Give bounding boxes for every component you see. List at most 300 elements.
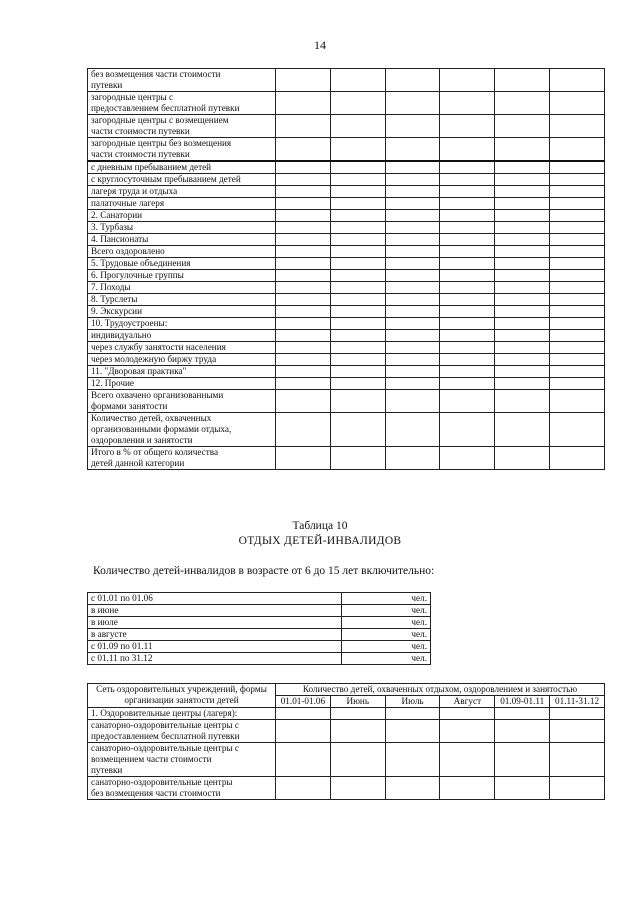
value-cell [276,318,331,330]
value-cell [330,186,385,198]
table-row [88,282,605,294]
value-cell [495,222,550,234]
row-label [88,378,276,390]
cell-line: 9. Экскурсии [91,306,142,316]
unit-label: чел. [342,653,431,665]
cell-line: без возмещения части стоимости [91,788,221,798]
value-cell [330,92,385,115]
cell-line: путевки [91,80,123,90]
value-cell [495,390,550,413]
value-cell [385,306,440,318]
table-10-title: ОТДЫХ ДЕТЕЙ-ИНВАЛИДОВ [238,535,402,547]
value-cell [330,743,385,777]
value-cell [440,390,495,413]
cell-line: индивидуально [91,330,152,340]
value-cell [550,318,605,330]
cell-line: путевки [91,765,123,775]
value-cell [550,708,605,720]
table-row [88,390,605,413]
table-row [88,174,605,186]
value-cell [550,294,605,306]
value-cell [440,222,495,234]
value-cell [276,246,331,258]
value-cell [330,282,385,294]
value-cell [330,270,385,282]
value-cell [385,174,440,186]
value-cell [276,198,331,210]
value-cell [495,186,550,198]
value-cell [385,282,440,294]
value-cell [330,222,385,234]
cell-line: через молодежную биржу труда [91,354,217,364]
table-header-row [88,684,605,696]
value-cell [550,342,605,354]
disabled-children-count-table [87,592,431,665]
row-label [88,294,276,306]
value-cell [330,447,385,470]
value-cell [276,378,331,390]
value-cell [495,92,550,115]
value-cell [276,92,331,115]
page-number: 14 [314,38,326,52]
value-cell [276,720,331,743]
row-label [88,186,276,198]
table-row [88,342,605,354]
value-cell [385,318,440,330]
cell-line: Всего охвачено организованными [91,390,224,400]
value-cell [550,234,605,246]
value-cell [495,447,550,470]
cell-line: 6. Прогулочные группы [91,270,184,280]
period-label: с 01.01 по 01.06 [88,593,342,605]
period-label: в июне [88,605,342,617]
table-row [88,318,605,330]
value-cell [276,282,331,294]
value-cell [495,161,550,174]
unit-label: чел. [342,593,431,605]
value-cell [330,342,385,354]
cell-line: организованными формами отдыха, [91,424,232,434]
value-cell [550,777,605,800]
cell-line: предоставлением бесплатной путевки [91,103,240,113]
table-row [88,222,605,234]
value-cell [330,210,385,222]
cell-line: санаторно-оздоровительные центры с [91,720,239,730]
row-label [88,161,276,174]
value-cell [385,138,440,162]
unit-label: чел. [342,629,431,641]
value-cell [550,258,605,270]
value-cell [276,777,331,800]
row-label [88,246,276,258]
value-cell [495,318,550,330]
cell-line: 3. Турбазы [91,222,134,232]
value-cell [550,198,605,210]
value-cell [550,743,605,777]
column-header: Август [440,696,495,708]
value-cell [550,138,605,162]
value-cell [550,720,605,743]
value-cell [276,270,331,282]
value-cell [440,342,495,354]
value-cell [330,69,385,92]
period-label: с 01.09 по 01.11 [88,641,342,653]
cell-line: лагеря труда и отдыха [91,186,178,196]
column-header: 01.11-31.12 [550,696,605,708]
value-cell [276,708,331,720]
value-cell [330,138,385,162]
table-row [88,161,605,174]
table-row [88,115,605,138]
table-row [88,69,605,92]
table-row [88,294,605,306]
row-label [88,743,276,777]
value-cell [385,222,440,234]
cell-line: загородные центры с возмещением [91,115,229,125]
value-cell [495,246,550,258]
value-cell [440,447,495,470]
column-header: 01.01-01.06 [276,696,331,708]
value-cell [495,270,550,282]
table-row [88,743,605,777]
value-cell [495,413,550,447]
recreation-forms-table [87,68,605,470]
value-cell [440,720,495,743]
value-cell [276,354,331,366]
row-label [88,210,276,222]
value-cell [440,270,495,282]
value-cell [495,294,550,306]
row-label [88,330,276,342]
table-row [88,210,605,222]
table-row [88,186,605,198]
table-row [88,653,431,665]
value-cell [276,294,331,306]
cell-line: без возмещения части стоимости [91,69,221,79]
value-cell [550,174,605,186]
value-cell [385,186,440,198]
value-cell [330,115,385,138]
value-cell [330,294,385,306]
value-cell [276,222,331,234]
cell-line: загородные центры с [91,92,174,102]
value-cell [330,390,385,413]
value-cell [440,210,495,222]
value-cell [385,777,440,800]
cell-line: через службу занятости населения [91,342,226,352]
table-row [88,617,431,629]
cell-line: 1. Оздоровительные центры (лагеря): [91,708,238,718]
value-cell [276,138,331,162]
value-cell [495,342,550,354]
table-row [88,354,605,366]
value-cell [550,354,605,366]
table-row [88,708,605,720]
value-cell [276,743,331,777]
value-cell [330,306,385,318]
cell-line: предоставлением бесплатной путевки [91,731,240,741]
cell-line: загородные центры без возмещения [91,138,232,148]
value-cell [276,258,331,270]
value-cell [440,330,495,342]
value-cell [440,246,495,258]
value-cell [385,743,440,777]
value-cell [495,282,550,294]
period-label: в августе [88,629,342,641]
value-cell [550,92,605,115]
value-cell [385,330,440,342]
row-label [88,234,276,246]
value-cell [550,306,605,318]
cell-line: Итого в % от общего количества [91,447,219,457]
table-row [88,593,431,605]
value-cell [495,354,550,366]
value-cell [440,69,495,92]
value-cell [385,69,440,92]
value-cell [495,777,550,800]
row-label [88,69,276,92]
row-label [88,258,276,270]
table-row [88,777,605,800]
value-cell [276,115,331,138]
header-institutions: Сеть оздоровительных учреждений, формы организации занятости детей [88,684,276,708]
period-label: в июле [88,617,342,629]
value-cell [550,161,605,174]
value-cell [330,354,385,366]
value-cell [276,174,331,186]
cell-line: 7. Походы [91,282,131,292]
value-cell [385,234,440,246]
value-cell [440,777,495,800]
value-cell [440,115,495,138]
value-cell [440,708,495,720]
cell-line: 2. Санатории [91,210,143,220]
value-cell [440,354,495,366]
disabled-children-recreation-table [87,683,605,800]
cell-line: оздоровления и занятости [91,435,193,445]
cell-line: палаточные лагеря [91,198,165,208]
value-cell [385,708,440,720]
value-cell [276,413,331,447]
value-cell [385,354,440,366]
value-cell [330,366,385,378]
cell-line: Всего оздоровлено [91,246,165,256]
value-cell [495,720,550,743]
value-cell [385,294,440,306]
row-label [88,708,276,720]
value-cell [385,720,440,743]
cell-line: детей данной категории [91,458,185,468]
row-label [88,138,276,162]
value-cell [440,366,495,378]
value-cell [440,174,495,186]
table-10-label: Таблица 10 [292,520,348,532]
row-label [88,318,276,330]
row-label [88,413,276,447]
value-cell [440,161,495,174]
value-cell [550,186,605,198]
value-cell [440,258,495,270]
value-cell [276,366,331,378]
row-label [88,282,276,294]
value-cell [330,161,385,174]
cell-line: санаторно-оздоровительные центры [91,777,233,787]
column-header: Июль [385,696,440,708]
table-row [88,641,431,653]
value-cell [495,210,550,222]
value-cell [440,186,495,198]
value-cell [385,270,440,282]
value-cell [495,138,550,162]
value-cell [495,366,550,378]
unit-label: чел. [342,617,431,629]
cell-line: с круглосуточным пребыванием детей [91,174,241,184]
value-cell [550,270,605,282]
table-row [88,306,605,318]
value-cell [440,318,495,330]
value-cell [276,234,331,246]
value-cell [330,174,385,186]
value-cell [276,342,331,354]
row-label [88,720,276,743]
table-row [88,447,605,470]
cell-line: возмещением части стоимости [91,754,212,764]
column-header: Июнь [330,696,385,708]
value-cell [440,234,495,246]
value-cell [550,69,605,92]
row-label [88,366,276,378]
value-cell [495,174,550,186]
value-cell [330,720,385,743]
value-cell [550,210,605,222]
value-cell [385,378,440,390]
value-cell [550,390,605,413]
cell-line: 10. Трудоустроены: [91,318,168,328]
value-cell [440,378,495,390]
value-cell [550,246,605,258]
period-label: с 01.11 по 31.12 [88,653,342,665]
value-cell [385,210,440,222]
value-cell [385,246,440,258]
value-cell [495,198,550,210]
value-cell [495,258,550,270]
value-cell [276,161,331,174]
value-cell [440,282,495,294]
table-row [88,138,605,162]
cell-line: части стоимости путевки [91,149,190,159]
value-cell [385,115,440,138]
value-cell [550,366,605,378]
value-cell [440,306,495,318]
disabled-children-intro: Количество детей-инвалидов в возрасте от 6 до 15 лет включительно: [93,565,435,577]
value-cell [440,198,495,210]
table-row [88,92,605,115]
row-label [88,270,276,282]
cell-line: Количество детей, охваченных [91,413,212,423]
value-cell [330,198,385,210]
value-cell [330,708,385,720]
value-cell [385,198,440,210]
value-cell [550,282,605,294]
cell-line: 8. Турслеты [91,294,138,304]
cell-line: 4. Пансионаты [91,234,149,244]
unit-label: чел. [342,641,431,653]
table-row [88,246,605,258]
row-label [88,342,276,354]
row-label [88,447,276,470]
table-row [88,629,431,641]
table-row [88,413,605,447]
value-cell [330,378,385,390]
value-cell [276,69,331,92]
header-children-covered: Количество детей, охваченных отдыхом, оздоровлением и занятостью [276,684,605,696]
value-cell [495,306,550,318]
value-cell [276,186,331,198]
value-cell [440,138,495,162]
value-cell [550,222,605,234]
value-cell [385,342,440,354]
cell-line: формами занятости [91,401,168,411]
value-cell [495,234,550,246]
value-cell [276,330,331,342]
value-cell [330,413,385,447]
cell-line: части стоимости путевки [91,126,190,136]
value-cell [440,294,495,306]
table-row [88,720,605,743]
row-label [88,198,276,210]
value-cell [330,234,385,246]
value-cell [276,210,331,222]
table-row [88,270,605,282]
row-label [88,354,276,366]
value-cell [385,258,440,270]
column-header: 01.09-01.11 [495,696,550,708]
value-cell [495,330,550,342]
row-label [88,222,276,234]
value-cell [550,447,605,470]
value-cell [276,390,331,413]
value-cell [495,708,550,720]
value-cell [440,413,495,447]
value-cell [550,115,605,138]
value-cell [385,161,440,174]
row-label [88,390,276,413]
value-cell [385,92,440,115]
cell-line: 12. Прочие [91,378,134,388]
row-label [88,777,276,800]
value-cell [330,246,385,258]
value-cell [495,378,550,390]
value-cell [330,258,385,270]
value-cell [276,306,331,318]
value-cell [330,318,385,330]
value-cell [495,115,550,138]
table-row [88,605,431,617]
value-cell [385,390,440,413]
table-row [88,258,605,270]
value-cell [385,366,440,378]
value-cell [385,413,440,447]
row-label [88,306,276,318]
row-label [88,174,276,186]
table-row [88,330,605,342]
table-row [88,378,605,390]
table-row [88,198,605,210]
value-cell [550,330,605,342]
value-cell [276,447,331,470]
cell-line: 11. "Дворовая практика" [91,366,187,376]
value-cell [550,378,605,390]
